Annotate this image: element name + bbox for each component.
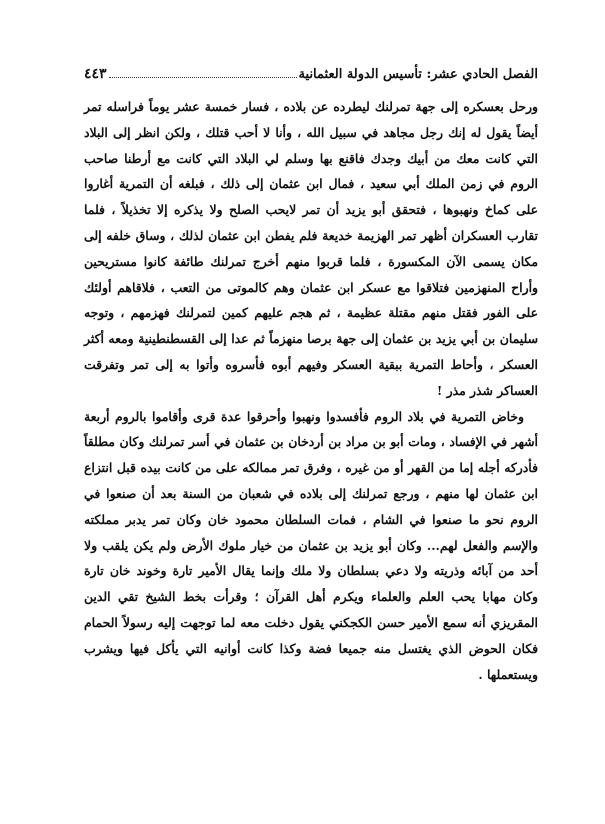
chapter-title: الفصل الحادي عشر: تأسيس الدولة العثمانية: [298, 67, 538, 82]
header-leader-dots: [109, 76, 297, 78]
page-number: ٤٤٣: [84, 66, 107, 82]
paragraph: ورحل بعسكره إلى جهة تمرلنك ليطرده عن بلاده ، فسار خمسة عشر يوماً فراسله تمر أيضاً يقول له إنك رجل مجاهد في سبيل الله ، وأنا لا أحب قتلك ، ولكن انظر إلى البلاد التي كانت معك من أبيك وجدك فاقنع بها وسلم لي البلاد التي كانت مع أرطنا صاحب الروم في زمن الملك أبي سعيد ، فمال ابن عثمان إلى ذلك ، فبلغه أن التمرية أغاروا على كماخ ونهبوها ، فتحقق أبو يزيد أن تمر لايحب الصلح ولا يذكره إلا تخذيلاً ، فلما تقارب العسكران أظهر تمر الهزيمة خديعة فلم يفطن ابن عثمان لذلك ، وساق خلفه إلى مكان يسمى الآن المكسورة ، فلما قربوا منهم أخرج تمرلنك طائفة كانوا مستريحين وأراح المنهزمين فتلاقوا مع عسكر ابن عثمان وهم كالموتى من التعب ، فلاقاهم أولئك على الفور فقتل منهم مقتلة عظيمة ، ثم هجم عليهم كمين لتمرلنك فهزمهم ، وتوجه سليمان بن أبي يزيد بن عثمان إلى جهة برصا منهزماً ثم عدا إلى القسطنطينية ومعه أكثر العسكر ، وأحاط التمرية ببقية العسكر وفيهم أبوه فأسروه وأتوا به إلى تمر وتفرقت العساكر شذر مذر !: [84, 99, 538, 398]
paragraph: وخاض التمرية في بلاد الروم فأفسدوا ونهبوا وأحرقوا عدة قرى وأقاموا بالروم أربعة أشهر في الإفساد ، ومات أبو بن مراد بن أردخان بن عثمان في أسر تمرلنك وكان مطلقاً فأدركه أجله إما من القهر أو من غيره ، وفرق تمر ممالكه على من كانت بيده قبل انتزاع ابن عثمان لها منهم ، ورجع تمرلنك إلى بلاده في شعبان من السنة بعد أن صنعوا في الروم نحو ما صنعوا في الشام ، فمات السلطان محمود خان وكان تمر يدبر مملكته والإسم والفعل لهم... وكان أبو يزيد بن عثمان من خيار ملوك الأرض ولم يكن يلقب ولا أحد من آبائه وذريته ولا دعي بسلطان ولا ملك وإنما يقال الأمير تارة وخوند خان تارة وكان مهابا يحب العلم والعلماء ويكرم أهل القرآن ؛ وقرأت بخط الشيخ تقي الدين المقريزي أنه سمع الأمير حسن الكجكني يقول دخلت معه لما توجهت إليه رسولاً الحمام فكان الحوض الذي يغتسل منه جميعا فضة وكذا كانت أوانيه التي يأكل فيها ويشرب ويستعملها .: [84, 408, 538, 682]
running-header: [84, 60, 538, 82]
body-text: [84, 94, 538, 687]
